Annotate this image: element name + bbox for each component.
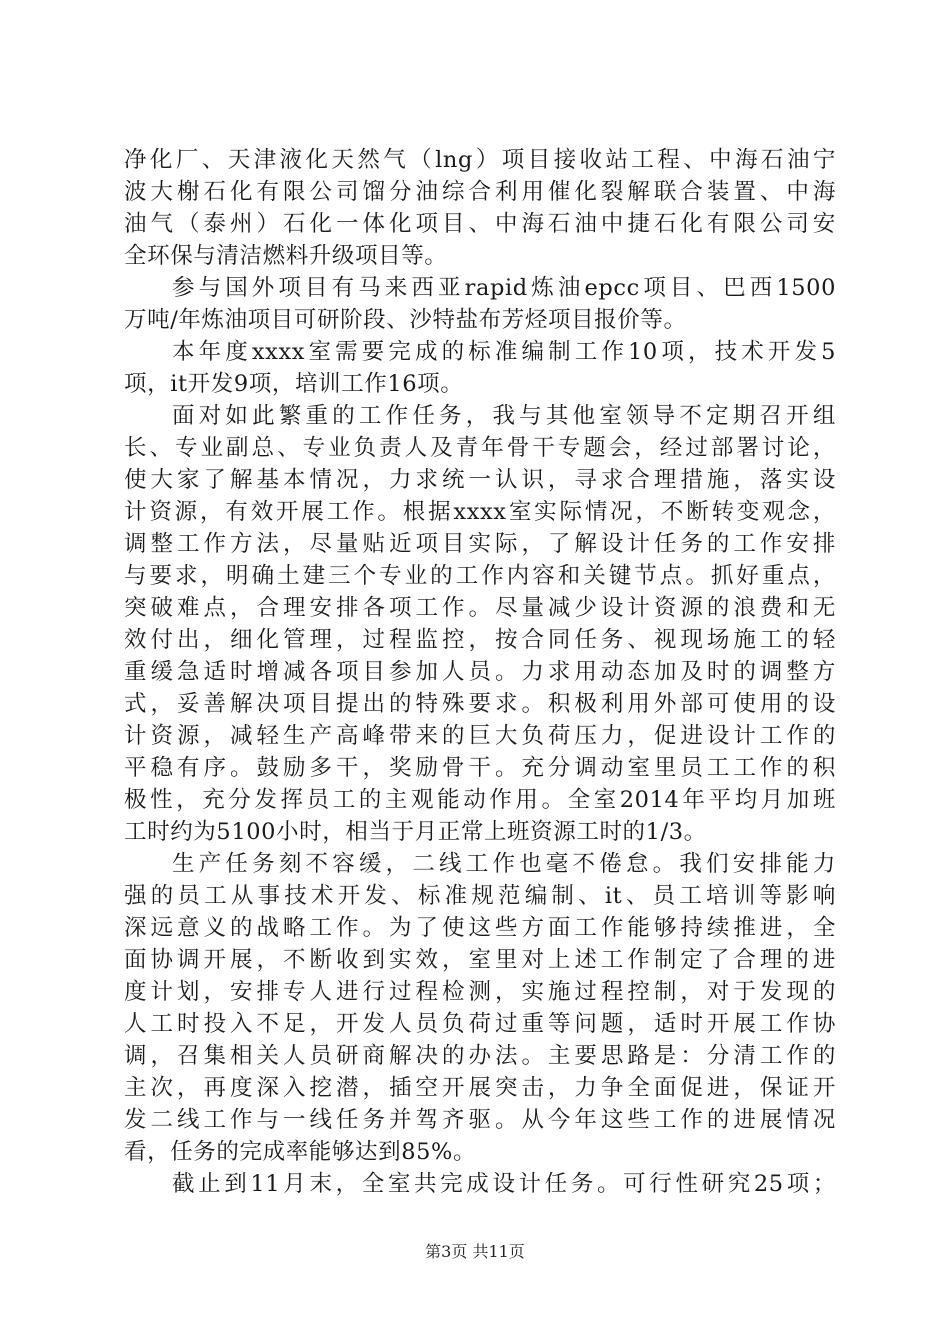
text-line: 面协调开展，不断收到实效，室里对上述工作制定了合理的进 (124, 947, 836, 973)
text-line: 参与国外项目有马来西亚rapid炼油epcc项目、巴西1500 (172, 275, 836, 301)
text-line: 极性，充分发挥员工的主观能动作用。全室2014年平均月加班 (124, 787, 836, 813)
text-line: 看，任务的完成率能够达到85%。 (124, 1139, 477, 1165)
text-line: 与要求，明确土建三个专业的工作内容和关键节点。抓好重点， (124, 563, 836, 589)
text-line: 工时约为5100小时，相当于月正常上班资源工时的1/3。 (124, 819, 707, 845)
text-line: 突破难点，合理安排各项工作。尽量减少设计资源的浪费和无 (124, 595, 836, 621)
text-line: 使大家了解基本情况，力求统一认识，寻求合理措施，落实设 (124, 467, 836, 493)
text-line: 截止到11月末，全室共完成设计任务。可行性研究25项； (172, 1171, 836, 1197)
text-line: 调，召集相关人员研商解决的办法。主要思路是：分清工作的 (124, 1043, 836, 1069)
text-line: 调整工作方法，尽量贴近项目实际，了解设计任务的工作安排 (124, 531, 836, 557)
text-line: 长、专业副总、专业负责人及青年骨干专题会，经过部署讨论， (124, 435, 836, 461)
text-line: 式，妥善解决项目提出的特殊要求。积极利用外部可使用的设 (124, 691, 836, 717)
text-line: 平稳有序。鼓励多干，奖励骨干。充分调动室里员工工作的积 (124, 755, 836, 781)
text-line: 万吨/年炼油项目可研阶段、沙特盐布芳烃项目报价等。 (124, 307, 687, 333)
page-footer: 第3页 共11页 (425, 1242, 525, 1261)
text-line: 计资源，减轻生产高峰带来的巨大负荷压力，促进设计工作的 (124, 723, 836, 749)
text-line: 波大榭石化有限公司馏分油综合利用催化裂解联合装置、中海 (124, 179, 836, 205)
text-line: 项，it开发9项，培训工作16项。 (124, 371, 464, 397)
text-line: 度计划，安排专人进行过程检测，实施过程控制，对于发现的 (124, 979, 836, 1005)
text-line: 面对如此繁重的工作任务，我与其他室领导不定期召开组 (172, 403, 836, 429)
text-line: 计资源，有效开展工作。根据xxxx室实际情况，不断转变观念， (124, 499, 836, 525)
text-line: 本年度xxxx室需要完成的标准编制工作10项，技术开发5 (172, 339, 836, 365)
text-line: 效付出，细化管理，过程监控，按合同任务、视现场施工的轻 (124, 627, 836, 653)
text-line: 深远意义的战略工作。为了使这些方面工作能够持续推进，全 (124, 915, 836, 941)
text-line: 重缓急适时增减各项目参加人员。力求用动态加及时的调整方 (124, 659, 836, 685)
document-body (124, 144, 836, 1200)
text-line: 全环保与清洁燃料升级项目等。 (124, 243, 448, 269)
text-line: 油气（泰州）石化一体化项目、中海石油中捷石化有限公司安 (124, 211, 836, 237)
text-line: 发二线工作与一线任务并驾齐驱。从今年这些工作的进展情况 (124, 1107, 836, 1133)
text-line: 主次，再度深入挖潜，插空开展突击，力争全面促进，保证开 (124, 1075, 836, 1101)
text-line: 人工时投入不足，开发人员负荷过重等问题，适时开展工作协 (124, 1011, 836, 1037)
text-line: 强的员工从事技术开发、标准规范编制、it、员工培训等影响 (124, 883, 836, 909)
text-line: 净化厂、天津液化天然气（lng）项目接收站工程、中海石油宁 (124, 147, 836, 173)
text-line: 生产任务刻不容缓，二线工作也毫不倦怠。我们安排能力 (172, 851, 836, 877)
